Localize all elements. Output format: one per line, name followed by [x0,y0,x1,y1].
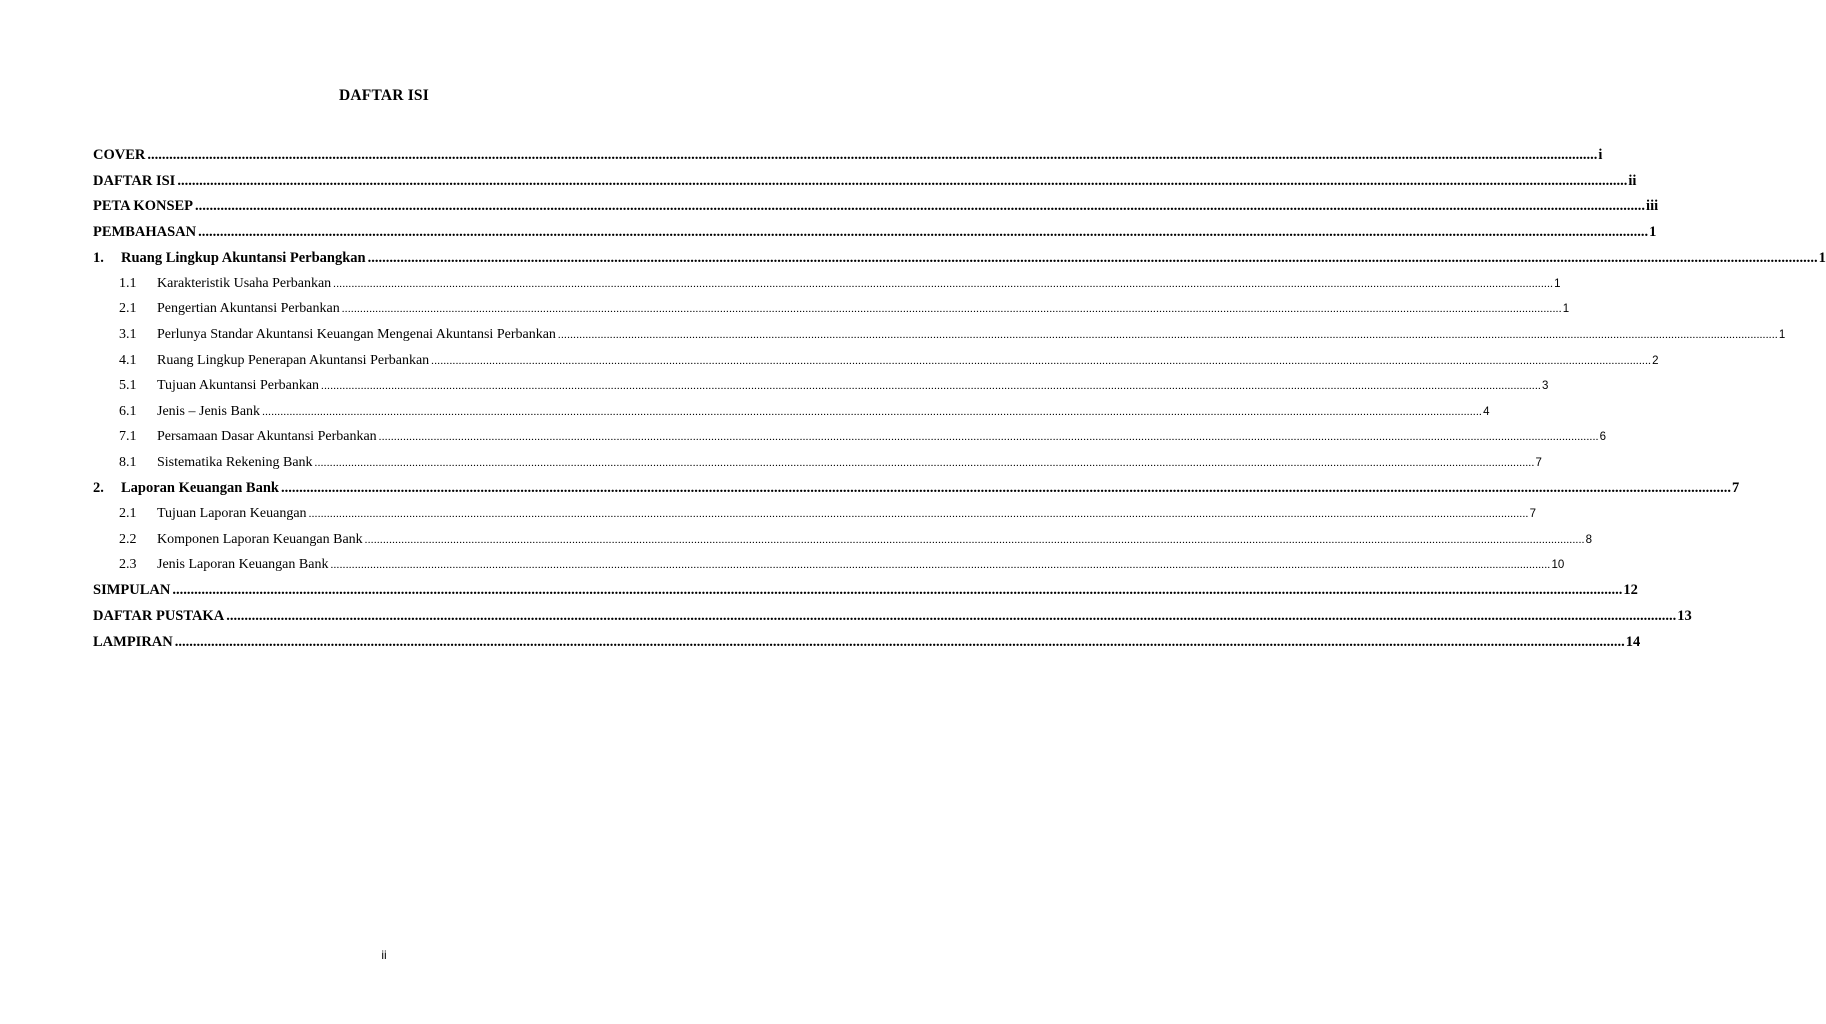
toc-dot-leader: ................................................................................................................................................................................................................................................................................................................................................................................................................ [177,172,1628,189]
toc-entry-number: 1.1 [119,275,137,291]
toc-entry-number: 2. [93,480,104,497]
toc-entry[interactable] [93,143,1603,169]
toc-dot-leader: ................................................................................................................................................................................................................................................................................................................................................................................................................ [431,354,1652,367]
toc-entry-number: 2.1 [119,506,137,522]
toc-entry[interactable] [93,604,1692,630]
toc-entry-page: 1 [1562,303,1570,316]
toc-entry-page: 1 [1818,249,1826,266]
toc-entry[interactable] [93,450,1542,476]
toc-dot-leader: ................................................................................................................................................................................................................................................................................................................................................................................................................ [147,147,1598,164]
toc-dot-leader: ................................................................................................................................................................................................................................................................................................................................................................................................................ [330,559,1551,572]
toc-entry-number: 2.3 [119,557,137,573]
toc-entry-page: ii [1628,172,1637,189]
toc-entry-label: DAFTAR PUSTAKA [93,607,225,624]
toc-entry-label: Komponen Laporan Keuangan Bank [157,531,363,547]
toc-entry-page: i [1598,147,1603,164]
toc-dot-leader: ................................................................................................................................................................................................................................................................................................................................................................................................................ [378,431,1599,444]
toc-entry-label: LAMPIRAN [93,633,173,650]
toc-dot-leader: ................................................................................................................................................................................................................................................................................................................................................................................................................ [262,405,1483,418]
toc-entry-page: 3 [1542,380,1549,393]
toc-entry-label: Perlunya Standar Akuntansi Keuangan Mengenai Akuntansi Perbankan [157,326,556,342]
toc-entry-label: Pengertian Akuntansi Perbankan [157,301,340,317]
toc-dot-leader: ................................................................................................................................................................................................................................................................................................................................................................................................................ [308,508,1529,521]
toc-entry-label: Karakteristik Usaha Perbankan [157,275,332,291]
toc-entry-page: 7 [1731,480,1740,497]
toc-entry-page: 10 [1551,559,1565,572]
toc-entry-label: DAFTAR ISI [93,172,176,189]
toc-entry-label: Jenis – Jenis Bank [157,403,261,419]
toc-entry-label: SIMPULAN [93,582,171,599]
toc-entry[interactable] [93,245,1826,271]
toc-entry-page: 4 [1483,405,1490,418]
toc-entry[interactable] [93,194,1659,220]
toc-entry-page: 1 [1649,224,1657,241]
document-title: DAFTAR ISI [339,87,429,104]
toc-entry[interactable] [93,169,1637,195]
table-of-contents [93,143,1826,655]
toc-entry[interactable] [93,629,1641,655]
toc-entry[interactable] [93,271,1561,297]
toc-dot-leader: ................................................................................................................................................................................................................................................................................................................................................................................................................ [333,277,1554,290]
toc-entry[interactable] [93,399,1490,425]
toc-entry-page: 6 [1599,431,1607,444]
toc-entry[interactable] [93,220,1657,246]
toc-entry-page: 7 [1529,508,1536,521]
toc-entry-label: Jenis Laporan Keuangan Bank [157,557,329,573]
toc-entry[interactable] [93,322,1786,348]
toc-entry-number: 2.2 [119,531,137,547]
toc-dot-leader: ................................................................................................................................................................................................................................................................................................................................................................................................................ [364,533,1585,546]
toc-entry-page: iii [1646,198,1659,215]
toc-entry[interactable] [93,476,1740,502]
toc-entry[interactable] [93,297,1570,323]
toc-dot-leader: ................................................................................................................................................................................................................................................................................................................................................................................................................ [367,249,1818,266]
toc-entry-label: COVER [93,147,146,164]
toc-entry-label: Sistematika Rekening Bank [157,454,313,470]
toc-entry-label: Tujuan Akuntansi Perbankan [157,378,320,394]
toc-entry[interactable] [93,425,1607,451]
toc-entry-page: 7 [1535,456,1542,469]
toc-entry-page: 14 [1625,633,1641,650]
toc-dot-leader: ................................................................................................................................................................................................................................................................................................................................................................................................................ [280,480,1731,497]
toc-entry[interactable] [93,348,1659,374]
toc-entry-number: 2.1 [119,301,137,317]
toc-entry[interactable] [93,527,1593,553]
toc-entry-page: 2 [1652,354,1659,367]
toc-entry-page: 1 [1778,328,1786,341]
toc-entry[interactable] [93,373,1549,399]
toc-entry-number: 4.1 [119,352,137,368]
toc-dot-leader: ................................................................................................................................................................................................................................................................................................................................................................................................................ [172,582,1623,599]
toc-entry-label: Ruang Lingkup Penerapan Akuntansi Perbankan [157,352,430,368]
toc-entry-label: PEMBAHASAN [93,224,197,241]
toc-entry-number: 7.1 [119,429,137,445]
toc-entry-page: 8 [1585,533,1593,546]
toc-entry-number: 8.1 [119,454,137,470]
toc-dot-leader: ................................................................................................................................................................................................................................................................................................................................................................................................................ [557,328,1778,341]
toc-entry[interactable] [93,553,1565,579]
toc-dot-leader: ................................................................................................................................................................................................................................................................................................................................................................................................................ [314,456,1535,469]
toc-entry-page: 1 [1554,277,1561,290]
toc-entry-label: Tujuan Laporan Keuangan [157,506,307,522]
page-number: ii [381,948,387,962]
toc-entry[interactable] [93,578,1638,604]
toc-dot-leader: ................................................................................................................................................................................................................................................................................................................................................................................................................ [195,198,1646,215]
toc-entry-label: Ruang Lingkup Akuntansi Perbangkan [121,249,366,266]
toc-entry-number: 6.1 [119,403,137,419]
toc-dot-leader: ................................................................................................................................................................................................................................................................................................................................................................................................................ [226,607,1677,624]
toc-entry-label: Persamaan Dasar Akuntansi Perbankan [157,429,377,445]
toc-dot-leader: ................................................................................................................................................................................................................................................................................................................................................................................................................ [198,224,1649,241]
toc-entry-page: 12 [1623,582,1638,599]
toc-entry[interactable] [93,501,1536,527]
toc-entry-label: Laporan Keuangan Bank [121,480,279,497]
toc-entry-label: PETA KONSEP [93,198,194,215]
toc-entry-number: 5.1 [119,378,137,394]
toc-dot-leader: ................................................................................................................................................................................................................................................................................................................................................................................................................ [341,303,1562,316]
toc-dot-leader: ................................................................................................................................................................................................................................................................................................................................................................................................................ [321,380,1542,393]
toc-dot-leader: ................................................................................................................................................................................................................................................................................................................................................................................................................ [174,633,1625,650]
toc-entry-number: 3.1 [119,326,137,342]
toc-entry-page: 13 [1677,607,1692,624]
toc-entry-number: 1. [93,249,104,266]
